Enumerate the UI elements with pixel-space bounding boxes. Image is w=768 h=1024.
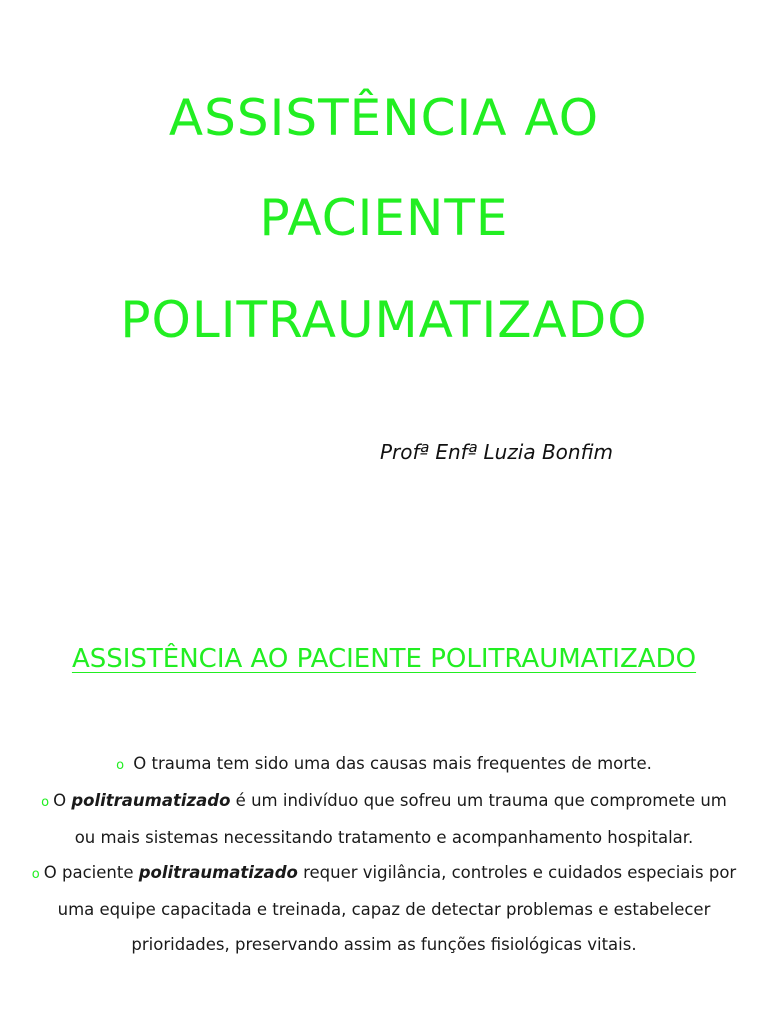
bullet-text-2-bold: politraumatizado [71,791,231,810]
bullet-item-1 [30,746,738,783]
bullet-text-2-post: é um indivíduo que sofreu um trauma que compromete um ou mais sistemas necessitando tratamento e acompanhamento hospitalar. [74,791,727,847]
bullet-text-1: O trauma tem sido uma das causas mais frequentes de morte. [133,754,652,773]
section-title: ASSISTÊNCIA AO PACIENTE POLITRAUMATIZADO [71,644,697,674]
bullet-text-2 [53,791,727,847]
bullet-marker-icon: o [31,867,40,882]
bullet-marker-icon: o [116,758,125,773]
bullet-list [30,746,738,962]
author-name: Profª Enfª Luzia Bonfim [380,440,613,464]
content-slide [0,600,768,1024]
bullet-text-3-bold: politraumatizado [138,863,298,882]
bullet-item-3 [30,855,738,962]
bullet-text-3-post: requer vigilância, controles e cuidados especiais por uma equipe capacitada e treinada, capaz de detectar problemas e estabelecer prioridades, preservando assim as funções fisiológicas vitais. [57,863,737,954]
title-line-1: ASSISTÊNCIA AO [168,89,600,147]
bullet-text-2-pre: O [53,791,72,810]
title-line-2: PACIENTE [259,189,509,247]
title-line-3: POLITRAUMATIZADO [120,291,648,349]
bullet-text-3-pre: O paciente [43,863,139,882]
bullet-marker-icon: o [41,795,50,810]
bullet-text-3 [44,863,736,954]
bullet-item-2 [30,783,738,855]
